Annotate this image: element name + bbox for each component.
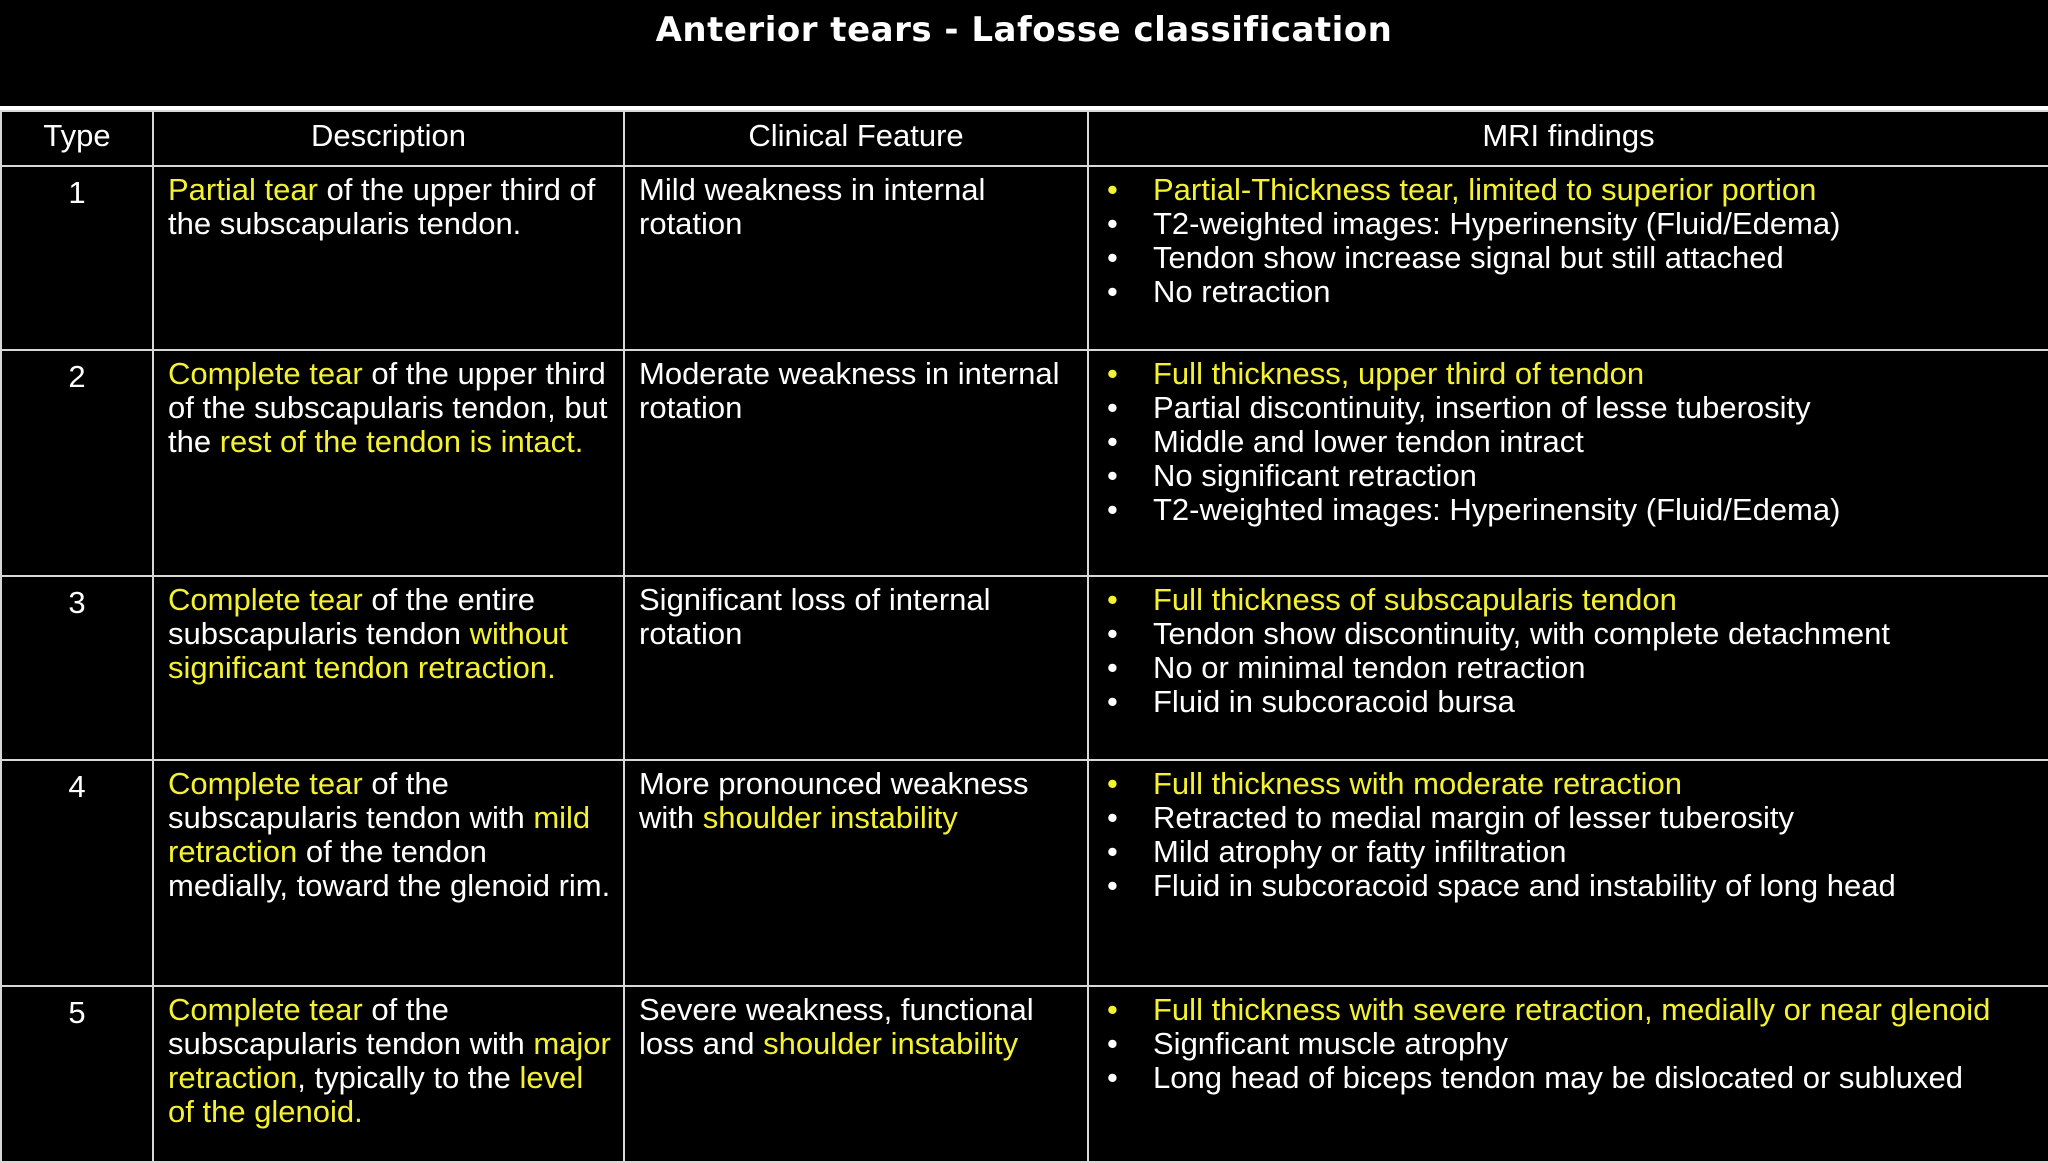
table-row <box>1 576 2048 760</box>
header-mri-findings: MRI findings <box>1088 111 2048 166</box>
bullet-icon: • <box>1107 650 1118 685</box>
mri-findings-list <box>1089 167 2048 309</box>
bullet-icon: • <box>1107 424 1118 459</box>
mri-finding-item <box>1107 173 2040 207</box>
title-bar <box>0 0 2048 110</box>
mri-finding-text: Partial-Thickness tear, limited to superior portion <box>1153 172 1817 207</box>
mri-finding-item <box>1107 1061 2040 1095</box>
highlighted-text: Complete tear <box>168 582 363 617</box>
mri-finding-text: No or minimal tendon retraction <box>1153 650 1586 685</box>
description-cell <box>153 350 624 576</box>
mri-findings-list <box>1089 577 2048 719</box>
bullet-icon: • <box>1107 992 1118 1027</box>
clinical-feature-cell <box>624 166 1088 350</box>
cell-text: of the subscapularis tendon with <box>168 992 534 1061</box>
cell-text: of the subscapularis tendon with <box>168 766 534 835</box>
mri-finding-item <box>1107 835 2040 869</box>
description-cell <box>153 576 624 760</box>
highlighted-text: rest of the tendon is intact. <box>219 424 584 459</box>
mri-finding-item <box>1107 617 2040 651</box>
bullet-icon: • <box>1107 1026 1118 1061</box>
mri-finding-text: Partial discontinuity, insertion of lesse tuberosity <box>1153 390 1811 425</box>
mri-finding-text: Retracted to medial margin of lesser tuberosity <box>1153 800 1794 835</box>
bullet-icon: • <box>1107 172 1118 207</box>
highlighted-text: without significant tendon retraction. <box>168 616 568 685</box>
mri-finding-text: T2-weighted images: Hyperinensity (Fluid/Edema) <box>1153 492 1841 527</box>
type-cell: 4 <box>1 760 153 986</box>
mri-finding-item <box>1107 651 2040 685</box>
mri-finding-item <box>1107 425 2040 459</box>
description-cell <box>153 986 624 1162</box>
type-cell: 3 <box>1 576 153 760</box>
type-cell: 5 <box>1 986 153 1162</box>
mri-finding-text: Long head of biceps tendon may be dislocated or subluxed <box>1153 1060 1964 1095</box>
cell-text: of the upper third of the subscapularis tendon. <box>168 172 596 241</box>
classification-table <box>0 110 2048 1163</box>
highlighted-text: major retraction <box>168 1026 611 1095</box>
cell-text: Severe weakness, functional loss and <box>639 992 1034 1061</box>
cell-text: More pronounced weakness with <box>639 766 1029 835</box>
bullet-icon: • <box>1107 834 1118 869</box>
mri-finding-text: No significant retraction <box>1153 458 1477 493</box>
mri-finding-text: Signficant muscle atrophy <box>1153 1026 1508 1061</box>
header-type: Type <box>1 111 153 166</box>
mri-finding-item <box>1107 801 2040 835</box>
mri-finding-item <box>1107 493 2040 527</box>
bullet-icon: • <box>1107 492 1118 527</box>
mri-finding-item <box>1107 993 2040 1027</box>
mri-findings-list <box>1089 987 2048 1095</box>
highlighted-text: Partial tear <box>168 172 318 207</box>
table-header <box>1 111 2048 166</box>
bullet-icon: • <box>1107 458 1118 493</box>
header-clinical-feature: Clinical Feature <box>624 111 1088 166</box>
cell-text: Significant loss of internal rotation <box>639 582 991 651</box>
mri-finding-item <box>1107 685 2040 719</box>
bullet-icon: • <box>1107 390 1118 425</box>
mri-finding-item <box>1107 207 2040 241</box>
bullet-icon: • <box>1107 582 1118 617</box>
mri-finding-text: Mild atrophy or fatty infiltration <box>1153 834 1567 869</box>
mri-finding-text: Full thickness, upper third of tendon <box>1153 356 1645 391</box>
cell-text: Mild weakness in internal rotation <box>639 172 986 241</box>
mri-findings-cell <box>1088 576 2048 760</box>
highlighted-text: shoulder instability <box>763 1026 1019 1061</box>
bullet-icon: • <box>1107 274 1118 309</box>
type-cell: 2 <box>1 350 153 576</box>
highlighted-text: shoulder instability <box>702 800 958 835</box>
mri-finding-text: Middle and lower tendon intract <box>1153 424 1584 459</box>
bullet-icon: • <box>1107 800 1118 835</box>
clinical-feature-cell <box>624 986 1088 1162</box>
highlighted-text: Complete tear <box>168 766 363 801</box>
mri-finding-item <box>1107 241 2040 275</box>
header-description: Description <box>153 111 624 166</box>
mri-finding-text: T2-weighted images: Hyperinensity (Fluid/Edema) <box>1153 206 1841 241</box>
cell-text: , typically to the <box>297 1060 520 1095</box>
mri-finding-item <box>1107 275 2040 309</box>
bullet-icon: • <box>1107 356 1118 391</box>
type-cell: 1 <box>1 166 153 350</box>
mri-finding-text: Full thickness with moderate retraction <box>1153 766 1682 801</box>
mri-finding-item <box>1107 583 2040 617</box>
clinical-feature-cell <box>624 350 1088 576</box>
bullet-icon: • <box>1107 1060 1118 1095</box>
cell-text: of the entire subscapularis tendon <box>168 582 536 651</box>
mri-finding-text: Full thickness with severe retraction, medially or near glenoid <box>1153 992 1991 1027</box>
table-row <box>1 986 2048 1162</box>
highlighted-text: mild retraction <box>168 800 591 869</box>
mri-finding-text: Fluid in subcoracoid bursa <box>1153 684 1515 719</box>
description-cell <box>153 760 624 986</box>
mri-findings-list <box>1089 351 2048 527</box>
clinical-feature-cell <box>624 576 1088 760</box>
mri-findings-cell <box>1088 986 2048 1162</box>
mri-finding-item <box>1107 459 2040 493</box>
mri-finding-text: Fluid in subcoracoid space and instability of long head <box>1153 868 1896 903</box>
mri-findings-cell <box>1088 166 2048 350</box>
slide-title: Anterior tears - Lafosse classification <box>655 10 1393 50</box>
mri-findings-list <box>1089 761 2048 903</box>
highlighted-text: Complete tear <box>168 992 363 1027</box>
bullet-icon: • <box>1107 766 1118 801</box>
bullet-icon: • <box>1107 616 1118 651</box>
mri-finding-item <box>1107 1027 2040 1061</box>
cell-text: of the tendon medially, toward the glenoid rim. <box>168 834 611 903</box>
mri-finding-text: Tendon show increase signal but still attached <box>1153 240 1784 275</box>
clinical-feature-cell <box>624 760 1088 986</box>
mri-finding-item <box>1107 391 2040 425</box>
header-row <box>1 111 2048 166</box>
bullet-icon: • <box>1107 684 1118 719</box>
highlighted-text: level of the glenoid. <box>168 1060 584 1129</box>
table-row <box>1 350 2048 576</box>
mri-finding-text: Full thickness of subscapularis tendon <box>1153 582 1677 617</box>
table-row <box>1 760 2048 986</box>
mri-finding-text: Tendon show discontinuity, with complete detachment <box>1153 616 1890 651</box>
description-cell <box>153 166 624 350</box>
cell-text: of the upper third of the subscapularis tendon, but the <box>168 356 608 459</box>
bullet-icon: • <box>1107 240 1118 275</box>
mri-findings-cell <box>1088 760 2048 986</box>
highlighted-text: Complete tear <box>168 356 363 391</box>
mri-finding-item <box>1107 767 2040 801</box>
bullet-icon: • <box>1107 206 1118 241</box>
table-body <box>1 166 2048 1162</box>
cell-text: Moderate weakness in internal rotation <box>639 356 1060 425</box>
mri-finding-item <box>1107 357 2040 391</box>
bullet-icon: • <box>1107 868 1118 903</box>
mri-findings-cell <box>1088 350 2048 576</box>
table-row <box>1 166 2048 350</box>
mri-finding-item <box>1107 869 2040 903</box>
mri-finding-text: No retraction <box>1153 274 1331 309</box>
